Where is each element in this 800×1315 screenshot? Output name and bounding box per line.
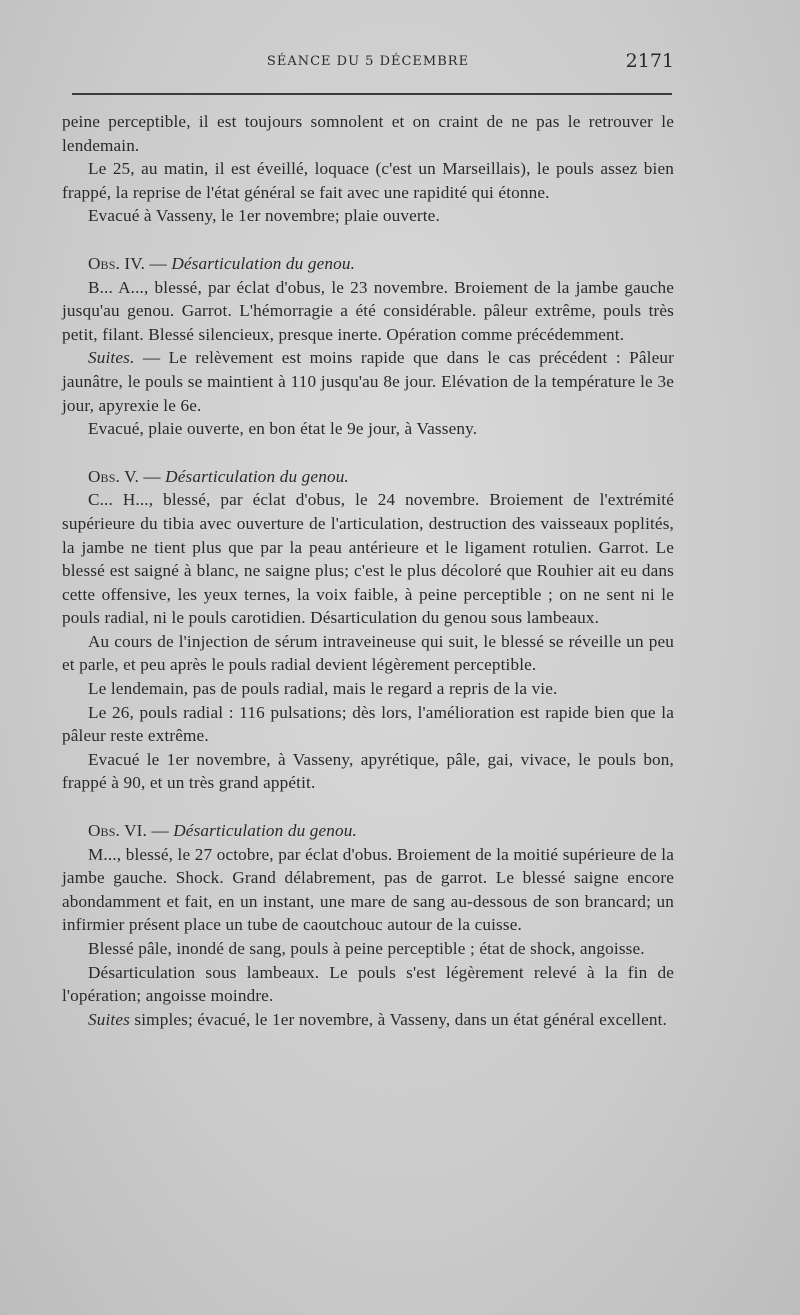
section-gap	[62, 441, 674, 465]
paragraph: B... A..., blessé, par éclat d'obus, le 23 novembre. Broiement de la jambe gauche jusqu'au genou. Garrot. L'hémorragie a été considérable. pâleur extrême, pouls très petit, filant. Blessé silencieux, presque inerte. Opération comme précédemment.	[62, 277, 674, 344]
paragraph: C... H..., blessé, par éclat d'obus, le 24 novembre. Broiement de l'extrémité supérieure du tibia avec ouverture de l'articulation, destruction des vaisseaux poplités, la jambe ne tient plus que par la peau antérieure et le ligament rotulien. Garrot. Le blessé est saigné à blanc, ne saigne plus; c'est le plus décoloré que Rouhier ait eu dans cette offensive, les yeux ternes, la voix faible, à peine perceptible ; on ne sent ni le pouls radial, ni le pouls carotidien. Désarticulation du genou sous lambeaux.	[62, 490, 674, 628]
running-title: SÉANCE DU 5 DÉCEMBRE	[266, 54, 470, 69]
section-gap	[62, 228, 674, 252]
paragraph-text: — Le relèvement est moins rapide que dans le cas précédent : Pâleur jaunâtre, le pouls se maintient à 110 jusqu'au 8e jour. Elévation de la température le 3e jour, apyrexie le 6e.	[62, 348, 674, 415]
section-gap	[62, 795, 674, 819]
paragraph: Le 25, au matin, il est éveillé, loquace (c'est un Marseillais), le pouls assez bien frappé, la reprise de l'état général se fait avec une rapidité qui étonne.	[62, 159, 674, 202]
paragraph: Désarticulation sous lambeaux. Le pouls s'est légèrement relevé à la fin de l'opération; angoisse moindre.	[62, 962, 674, 1006]
paragraph: Evacué à Vasseny, le 1er novembre; plaie ouverte.	[88, 206, 440, 226]
paragraph: Au cours de l'injection de sérum intraveineuse qui suit, le blessé se réveille un peu et parle, et peu après le pouls radial devient légèrement perceptible.	[62, 631, 674, 675]
body-text	[62, 110, 674, 1031]
paragraph	[62, 346, 674, 417]
paragraph: M..., blessé, le 27 octobre, par éclat d'obus. Broiement de la moitié supérieure de la jambe gauche. Shock. Grand délabrement, pas de garrot. Le blessé saigne encore abondamment et fait, en un instant, une mare de sang au-dessous de son brancard; un infirmier présent place un tube de caoutchouc autour de la cuisse.	[62, 844, 674, 935]
paragraph: Le lendemain, pas de pouls radial, mais le regard a repris de la vie.	[88, 679, 558, 699]
obs-title: Désarticulation du genou.	[173, 821, 357, 841]
page-number: 2171	[625, 50, 674, 72]
suites-label: Suites.	[88, 348, 135, 368]
obs-label: Obs. V.	[88, 466, 139, 486]
obs-title: Désarticulation du genou.	[171, 253, 356, 273]
suites-label: Suites	[88, 1009, 130, 1029]
paragraph: peine perceptible, il est toujours somnolent et on craint de ne pas le retrouver le lendemain.	[62, 112, 674, 155]
obs-title: Désarticulation du genou.	[165, 466, 349, 486]
obs-dash: —	[147, 821, 174, 841]
obs-heading	[62, 819, 674, 843]
paragraph: Evacué le 1er novembre, à Vasseny, apyrétique, pâle, gai, vivace, le pouls bon, frappé à 90, et un très grand appétit.	[62, 749, 674, 793]
paragraph	[62, 1008, 674, 1032]
header-rule	[72, 93, 672, 95]
obs-label: Obs. VI.	[88, 821, 148, 841]
obs-heading	[62, 252, 674, 276]
paragraph: Evacué, plaie ouverte, en bon état le 9e jour, à Vasseny.	[88, 419, 478, 439]
obs-dash: —	[145, 253, 172, 273]
running-head	[62, 50, 674, 78]
paragraph-text: simples; évacué, le 1er novembre, à Vasseny, dans un état général excellent.	[129, 1009, 667, 1029]
obs-dash: —	[138, 466, 166, 486]
paragraph: Blessé pâle, inondé de sang, pouls à peine perceptible ; état de shock, angoisse.	[88, 939, 645, 958]
obs-label: Obs. IV.	[88, 253, 146, 273]
paragraph: Le 26, pouls radial : 116 pulsations; dès lors, l'amélioration est rapide bien que la pâleur reste extrême.	[62, 702, 674, 746]
obs-heading	[62, 465, 674, 489]
